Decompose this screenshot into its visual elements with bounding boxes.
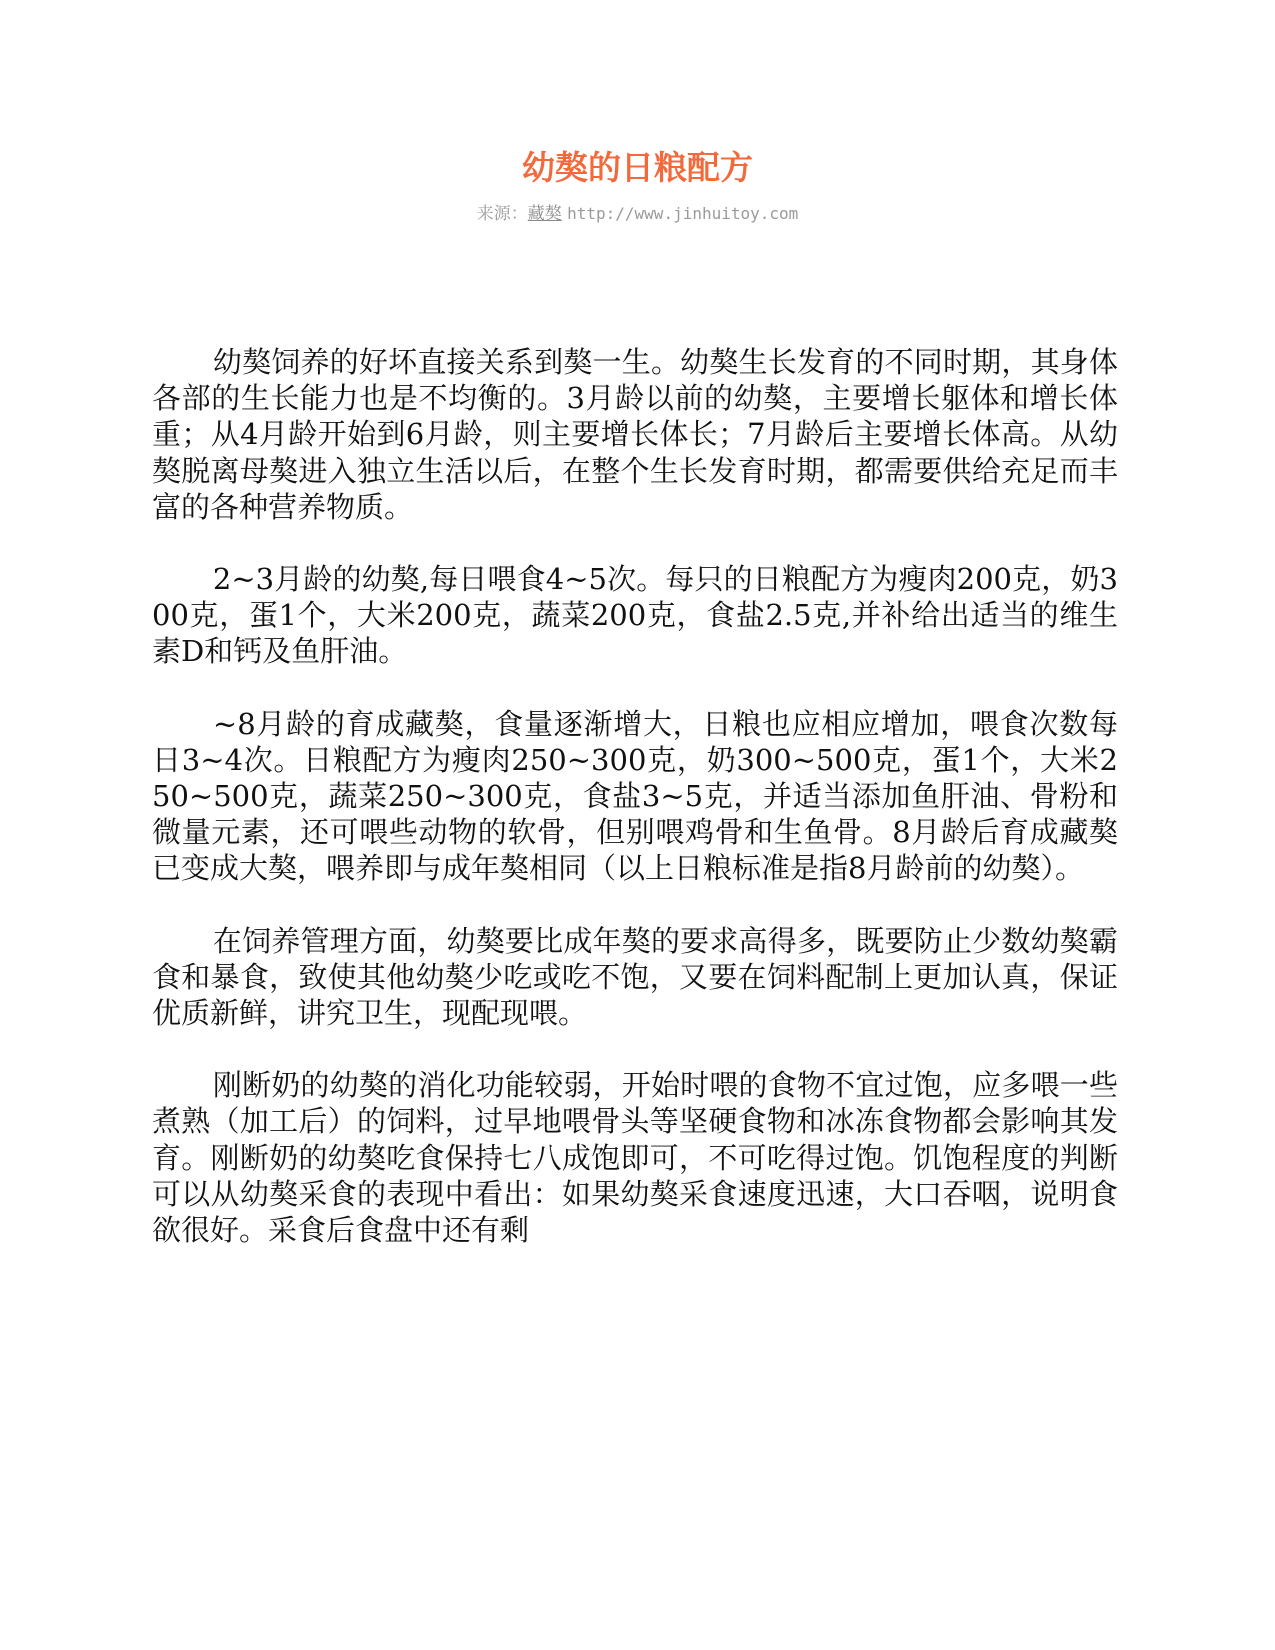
paragraph-5: 刚断奶的幼獒的消化功能较弱，开始时喂的食物不宜过饱，应多喂一些煮熟（加工后）的饲料，过早地喂骨头等坚硬食物和冰冻食物都会影响其发育。刚断奶的幼獒吃食保持七八成饱即可，不可吃得过饱。饥饱程度的判断可以从幼獒采食的表现中看出：如果幼獒采食速度迅速，大口吞咽，说明食欲很好。采食后食盘中还有剩 [152,1068,1118,1248]
article-body [152,344,1118,1284]
article-title: 幼獒的日粮配方 [522,148,753,187]
source-label: 来源： [476,204,528,224]
paragraph-2: 2~3月龄的幼獒,每日喂食4~5次。每只的日粮配方为瘦肉200克，奶300克，蛋1个，大米200克，蔬菜200克，食盐2.5克,并补给出适当的维生素D和钙及鱼肝油。 [152,562,1118,669]
source-url: http://www.jinhuitoy.com [567,204,799,223]
source-line [0,202,1275,226]
paragraph-4: 在饲养管理方面，幼獒要比成年獒的要求高得多，既要防止少数幼獒霸食和暴食，致使其他幼獒少吃或吃不饱，又要在饲料配制上更加认真，保证优质新鲜，讲究卫生，现配现喂。 [152,923,1118,1031]
paragraph-3: ~8月龄的育成藏獒，食量逐渐增大，日粮也应相应增加，喂食次数每日3~4次。日粮配方为瘦肉250~300克，奶300~500克，蛋1个，大米250~500克，蔬菜250~300克，食盐3~5克，并适当添加鱼肝油、骨粉和微量元素，还可喂些动物的软骨，但别喂鸡骨和生鱼骨。8月龄后育成藏獒已变成大獒，喂养即与成年獒相同（以上日粮标准是指8月龄前的幼獒）。 [152,706,1118,886]
source-link[interactable]: 藏獒 [527,204,562,224]
paragraph-1: 幼獒饲养的好坏直接关系到獒一生。幼獒生长发育的不同时期，其身体各部的生长能力也是不均衡的。3月龄以前的幼獒，主要增长躯体和增长体重；从4月龄开始到6月龄，则主要增长体长；7月龄后主要增长体高。从幼獒脱离母獒进入独立生活以后，在整个生长发育时期，都需要供给充足而丰富的各种营养物质。 [152,345,1118,524]
